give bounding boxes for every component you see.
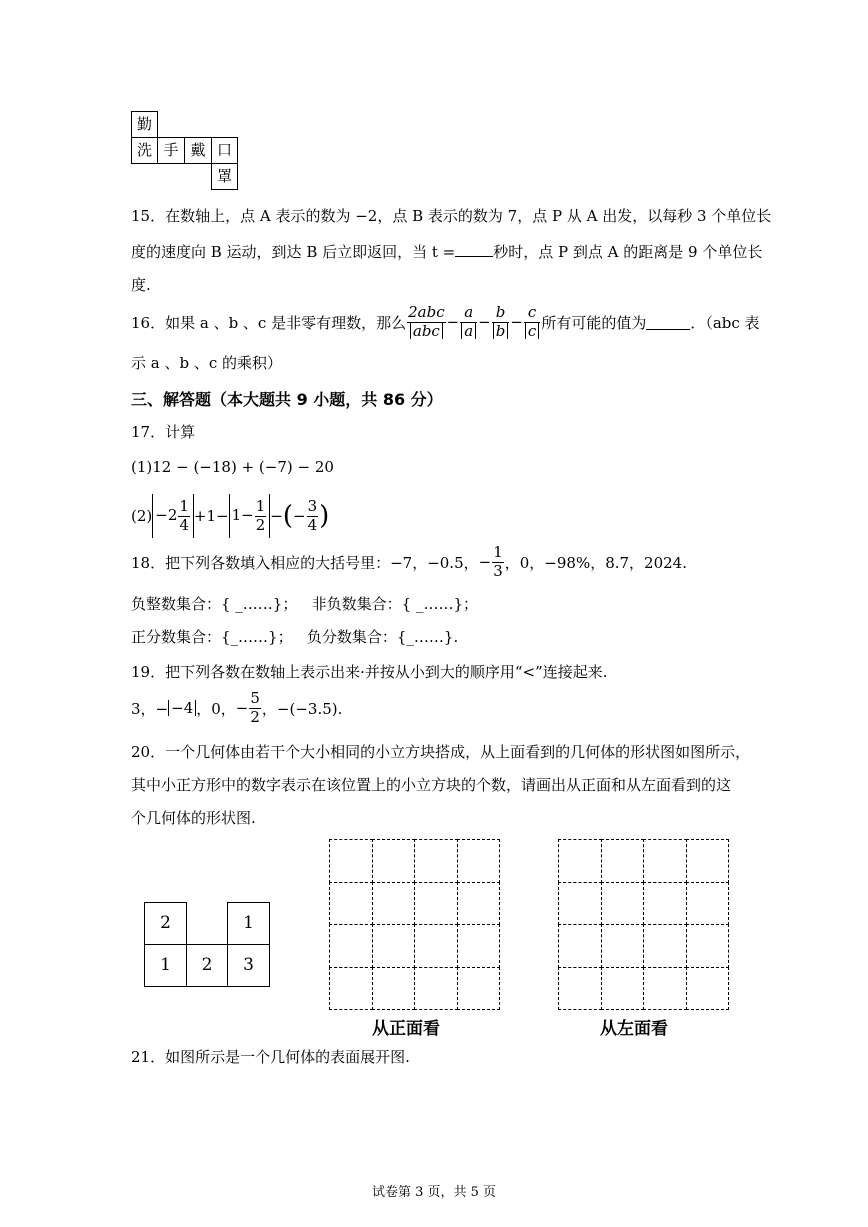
front-view-caption: 从正面看 (372, 1019, 440, 1039)
net-cell-1: 洗 (131, 137, 158, 164)
q18-fraction: $\frac{1}{3}$ (493, 543, 503, 580)
q16-fraction-3: $\frac{b}{b}$ (492, 304, 510, 340)
q17-part2-label: (2) (131, 507, 153, 525)
q15-line3: 度. (131, 276, 151, 294)
q17-paren: ( (282, 501, 294, 531)
q18-sets-line1: 负整数集合：{ _……}； 非负数集合：{ _……}； (131, 595, 479, 613)
grid-cell[interactable] (601, 839, 645, 883)
page-footer: 试卷第 3 页，共 5 页 (371, 1185, 497, 1200)
q18-sets-line2: 正分数集合：{_……}； 负分数集合：{_……}. (131, 628, 459, 646)
top-view-cell: 2 (144, 902, 187, 945)
front-view-grid[interactable] (329, 839, 499, 1009)
grid-cell[interactable] (686, 882, 730, 926)
q20-line1: 20．一个几何体由若干个大小相同的小立方块搭成，从上面看到的几何体的形状图如图所示， (131, 743, 751, 761)
q17-abs-1: −2 $\frac{1}{4}$ (152, 494, 194, 538)
top-view-cell: 2 (186, 944, 228, 987)
top-view-cell: 1 (144, 944, 187, 987)
grid-cell[interactable] (558, 882, 602, 926)
q16-prefix: 16．如果 a 、b 、c 是非零有理数，那么 (131, 313, 407, 332)
q17-minus: − (270, 507, 283, 525)
grid-cell[interactable] (643, 882, 687, 926)
grid-cell[interactable] (601, 967, 645, 1011)
q17-part2: (2) −2 $\frac{1}{4}$ +1− 1− $\frac{1}{2}$ − ( − $\frac{3}{4}$ ) (131, 494, 329, 538)
q16-line2: 示 a 、b 、c 的乘积） (131, 354, 283, 372)
grid-cell[interactable] (457, 924, 501, 968)
left-view-caption: 从左面看 (600, 1019, 668, 1039)
grid-cell[interactable] (414, 924, 458, 968)
grid-cell[interactable] (329, 967, 373, 1011)
q16-line1: 16．如果 a 、b 、c 是非零有理数，那么 $\frac{\text{2abc}}{\text{abc}}$ − $\frac{a}{a}$ − $\frac{b}{b}$ − $\frac{c}{c}$ 所有可能的值为 ．（abc 表 (131, 303, 760, 340)
q16-answer-blank[interactable] (646, 314, 690, 331)
grid-cell[interactable] (558, 839, 602, 883)
grid-cell[interactable] (372, 924, 416, 968)
grid-cell[interactable] (457, 839, 501, 883)
q20-line3: 个几何体的形状图. (131, 809, 256, 827)
q15-line1: 15．在数轴上，点 A 表示的数为 −2，点 B 表示的数为 7，点 P 从 A 出发，以每秒 3 个单位长 (131, 207, 772, 225)
grid-cell[interactable] (643, 839, 687, 883)
q18-prefix: 18．把下列各数填入相应的大括号里：−7，−0.5， (131, 553, 479, 572)
q16-fraction-2: $\frac{a}{a}$ (460, 304, 477, 340)
q15-line2-a: 度的速度向 B 运动，到达 B 后立即返回，当 t = (131, 242, 456, 261)
q15-line2-b: 秒时，点 P 到点 A 的距离是 9 个单位长 (493, 242, 763, 261)
q19-text: 19．把下列各数在数轴上表示出来·并按从小到大的顺序用“<”连接起来. (131, 663, 608, 681)
q19-fraction: $\frac{5}{2}$ (250, 689, 260, 726)
q15-line2 (131, 240, 762, 262)
top-view-cell: 3 (227, 944, 270, 987)
q18-line1: 18．把下列各数填入相应的大括号里：−7，−0.5， − $\frac{1}{3}$ ，0，−98%，8.7，2024. (131, 543, 687, 580)
section-3-heading: 三、解答题（本大题共 9 小题，共 86 分） (131, 390, 443, 409)
grid-cell[interactable] (686, 839, 730, 883)
grid-cell[interactable] (414, 839, 458, 883)
left-view-grid[interactable] (558, 839, 728, 1009)
grid-cell[interactable] (372, 967, 416, 1011)
q19-abs: −4 (168, 700, 196, 717)
grid-cell[interactable] (329, 882, 373, 926)
grid-cell[interactable] (558, 924, 602, 968)
grid-cell[interactable] (558, 967, 602, 1011)
net-cell-top: 勤 (131, 111, 158, 138)
q19-numbers: 3，− −4 ，0， − $\frac{5}{2}$ ，−(−3.5). (131, 689, 343, 726)
grid-cell[interactable] (372, 839, 416, 883)
net-cell-4: 口 (211, 137, 238, 164)
grid-cell[interactable] (601, 882, 645, 926)
grid-cell[interactable] (414, 882, 458, 926)
q21-text: 21．如图所示是一个几何体的表面展开图. (131, 1048, 410, 1066)
top-view-cell: 1 (227, 902, 270, 945)
net-cell-2: 手 (157, 137, 185, 164)
grid-cell[interactable] (686, 924, 730, 968)
q17-part1: (1)12 − (−18) + (−7) − 20 (131, 458, 334, 476)
q17-title: 17．计算 (131, 423, 196, 441)
grid-cell[interactable] (329, 924, 373, 968)
grid-cell[interactable] (643, 967, 687, 1011)
grid-cell[interactable] (686, 967, 730, 1011)
q15-answer-blank[interactable] (455, 240, 493, 257)
q16-tail: ．（abc 表 (690, 313, 760, 332)
net-cell-bottom: 罩 (211, 163, 238, 190)
grid-cell[interactable] (643, 924, 687, 968)
q16-fraction-4: $\frac{c}{c}$ (524, 304, 540, 340)
grid-cell[interactable] (601, 924, 645, 968)
q16-fraction-1: $\frac{\text{2abc}}{\text{abc}}$ (408, 303, 445, 340)
grid-cell[interactable] (372, 882, 416, 926)
net-cell-3: 戴 (184, 137, 212, 164)
grid-cell[interactable] (457, 882, 501, 926)
q17-plus-one: +1− (193, 507, 229, 525)
q16-suffix: 所有可能的值为 (541, 313, 647, 332)
grid-cell[interactable] (457, 967, 501, 1011)
q17-abs-2: 1− $\frac{1}{2}$ (229, 494, 271, 538)
q20-line2: 其中小正方形中的数字表示在该位置上的小立方块的个数，请画出从正面和从左面看到的这 (131, 776, 732, 794)
q18-suffix: ，0，−98%，8.7，2024. (504, 553, 687, 572)
grid-cell[interactable] (414, 967, 458, 1011)
grid-cell[interactable] (329, 839, 373, 883)
